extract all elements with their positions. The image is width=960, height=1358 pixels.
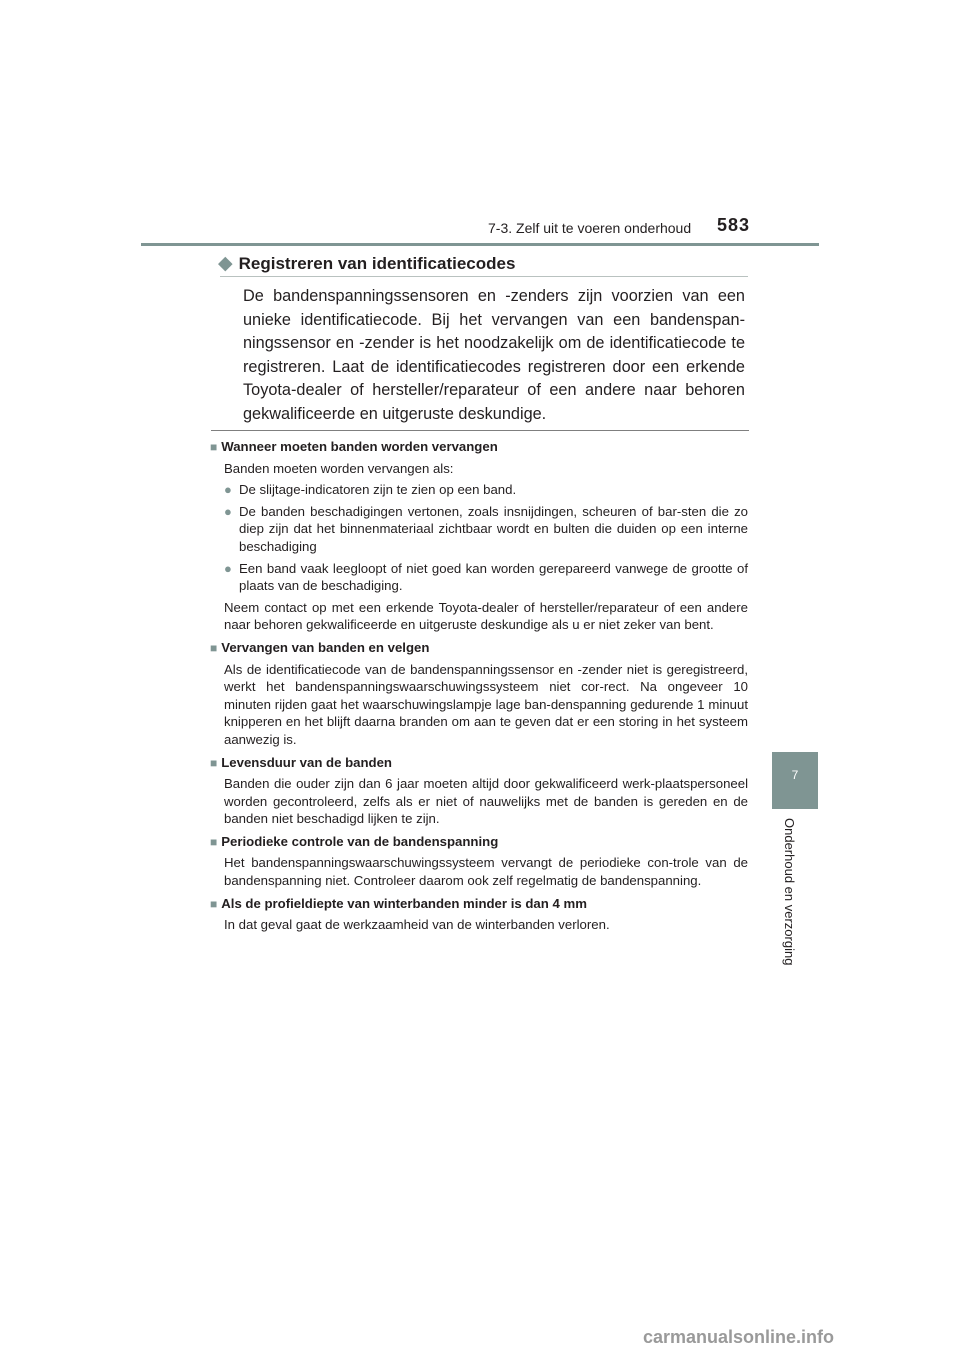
intro-paragraph: De bandenspanningssensoren en -zenders zijn voorzien van een unieke identificatiecode. Bij het vervangen van een bandenspan-ningssensor en -zender is het noodzakelijk om de identificatiecode te registreren. Laat de identificatiecodes registreren door een erkende Toyota-dealer of hersteller/reparateur of een andere naar behoren gekwalificeerde en uitgeruste deskundige. <box>243 287 745 423</box>
square-icon: ■ <box>210 834 218 849</box>
chapter-tab-number: 7 <box>791 768 799 782</box>
section-title-text: Periodieke controle van de bandenspanning <box>221 833 499 849</box>
section-tail: Neem contact op met een erkende Toyota-dealer of hersteller/reparateur of een andere naar behoren gekwalificeerde en uitgeruste deskundige als u er niet zeker van bent. <box>224 599 748 633</box>
circle-bullet-icon: ● <box>224 503 232 519</box>
list-item-text: Een band vaak leegloopt of niet goed kan worden gerepareerd vanwege de grootte of plaats van de beschadiging. <box>239 560 748 594</box>
content <box>210 438 748 939</box>
circle-bullet-icon: ● <box>224 482 232 498</box>
section-title <box>210 639 748 658</box>
section-title <box>210 833 748 852</box>
section-text: Het bandenspanningswaarschuwingssysteem vervangt de periodieke con-trole van de bandenspanning niet. Controleer daarom ook zelf regelmatig de bandenspanning. <box>224 855 748 889</box>
header-rule <box>141 243 819 246</box>
square-icon: ■ <box>210 896 218 911</box>
section-winter-tread <box>210 895 748 934</box>
section-title <box>210 754 748 773</box>
section-title-text: Levensduur van de banden <box>221 754 392 770</box>
square-icon: ■ <box>210 640 218 655</box>
section-title-text: Vervangen van banden en velgen <box>221 639 430 655</box>
section-tire-lifespan <box>210 754 748 828</box>
subheading-rule <box>220 276 748 277</box>
section-text: Banden die ouder zijn dan 6 jaar moeten altijd door gekwalificeerd werk-plaatspersoneel worden gecontroleerd, zelfs als er niet of nauwelijks met de banden is gereden en de banden niet beschadigd lijken te zijn. <box>224 776 748 827</box>
list-item-text: De slijtage-indicatoren zijn te zien op een band. <box>239 482 517 498</box>
section-title <box>210 895 748 914</box>
square-icon: ■ <box>210 440 218 454</box>
watermark: carmanualsonline.info <box>643 1327 835 1347</box>
section-title-text: Wanneer moeten banden worden vervangen <box>221 439 498 454</box>
bullet-list <box>210 481 748 595</box>
section-lead: Banden moeten worden vervangen als: <box>224 460 454 476</box>
section-tire-replacement <box>210 438 748 634</box>
page-number: 583 <box>717 215 751 235</box>
section-text: Als de identificatiecode van de bandenspanningssensor en -zender niet is geregistreerd, werkt het bandenspanningswaarschuwingssysteem niet cor-rect. Na ongeveer 10 minuten rijden gaat het waarschuwingslampje lage ban-denspanning gedurende 1 minuut knipperen en het blijft daarna branden om aan te geven dat er een storing in het systeem aanwezig is. <box>224 661 748 747</box>
diamond-icon: ◆ <box>218 253 233 274</box>
square-icon: ■ <box>210 755 218 770</box>
list-item <box>224 560 748 595</box>
section-divider <box>211 430 749 431</box>
section-text: In dat geval gaat de werkzaamheid van de winterbanden verloren. <box>224 917 610 933</box>
list-item <box>224 481 748 499</box>
section-wheel-replacement <box>210 639 748 749</box>
list-item <box>224 503 748 556</box>
section-title-text: Als de profieldiepte van winterbanden minder is dan 4 mm <box>221 895 587 911</box>
circle-bullet-icon: ● <box>224 560 232 576</box>
subheading <box>218 252 515 275</box>
chapter-side-label: Onderhoud en verzorging <box>782 818 797 966</box>
list-item-text: De banden beschadigingen vertonen, zoals insnijdingen, scheuren of bar-sten die zo diep zijn dat het binnenmateriaal zichtbaar wordt en bulten die duiden op een interne beschadiging <box>239 503 748 554</box>
header-section-title: 7-3. Zelf uit te voeren onderhoud <box>488 220 692 236</box>
section-periodic-check <box>210 833 748 890</box>
section-title <box>210 438 748 457</box>
subheading-text: Registreren van identificatiecodes <box>238 254 516 273</box>
